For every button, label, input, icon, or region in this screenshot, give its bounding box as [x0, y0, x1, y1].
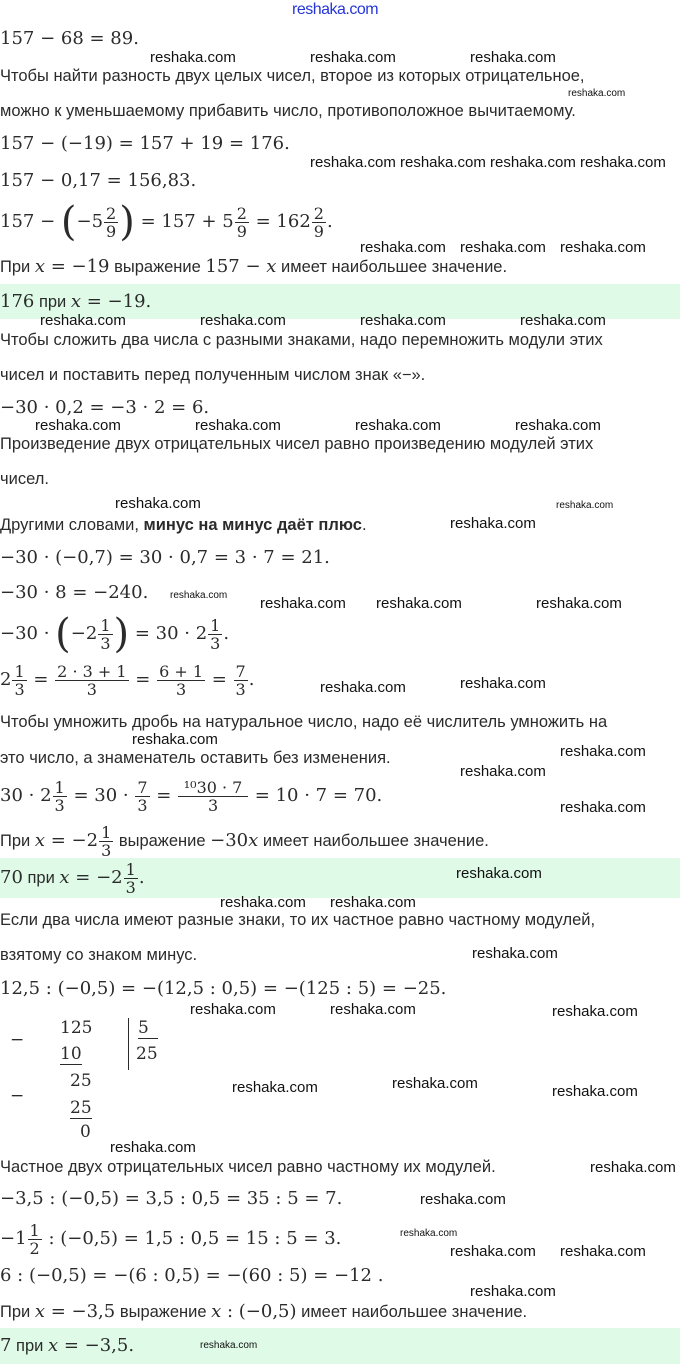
text: имеет наибольшее значение.: [258, 832, 489, 850]
answer: [0, 1335, 134, 1357]
fraction: [135, 779, 149, 814]
denominator: 3: [100, 633, 111, 653]
equation: 12,5 : (−0,5) = −(12,5 : 0,5) = −(125 : 5) = −25.: [0, 978, 447, 999]
numerator: 1: [54, 777, 65, 797]
numerator: 2: [106, 203, 117, 223]
watermark: reshaka.com: [460, 763, 546, 780]
minus-sign: −: [10, 1030, 25, 1050]
equation: [0, 660, 254, 700]
watermark: reshaka.com: [460, 675, 546, 692]
watermark: reshaka.com: [170, 590, 228, 601]
var: x: [266, 256, 277, 277]
watermark: reshaka.com: [376, 595, 462, 612]
watermark: reshaka.com: [115, 495, 201, 512]
watermark: reshaka.com: [260, 595, 346, 612]
denominator: 3: [86, 679, 97, 699]
math: = −3,5.: [58, 1335, 135, 1356]
quotient: 25: [136, 1044, 158, 1064]
minus-sign: −: [10, 1086, 25, 1106]
text: при: [22, 869, 60, 887]
watermark: reshaka.com: [195, 417, 281, 434]
numerator: 1: [101, 823, 112, 843]
denominator: 3: [210, 633, 221, 653]
watermark: reshaka.com: [556, 500, 614, 511]
denominator: 9: [106, 221, 117, 241]
text: выражение: [114, 832, 211, 850]
var: x: [34, 256, 45, 277]
eq-part: = 30 · 2: [129, 623, 208, 644]
text: выражение: [115, 1303, 212, 1321]
denominator: 3: [235, 679, 246, 699]
text: выражение: [109, 258, 206, 276]
eq-part: = 10 · 7 = 70.: [249, 785, 383, 806]
text: имеет наибольшее значение.: [276, 258, 508, 276]
var: x: [59, 867, 70, 888]
eq-part: −2: [70, 623, 98, 644]
numerator: 1: [14, 661, 25, 681]
fraction: [157, 663, 205, 698]
fraction: [208, 617, 222, 652]
eq-part: = 162: [249, 211, 311, 232]
rule-text: Чтобы умножить дробь на натуральное число, надо её числитель умножить на: [0, 713, 608, 731]
eq-part: .: [248, 669, 255, 690]
denominator: 3: [125, 878, 136, 898]
equation: [0, 1219, 341, 1259]
math: 157 −: [205, 256, 267, 277]
equation: −30 · 0,2 = −3 · 2 = 6.: [0, 397, 210, 418]
text: Другими словами,: [0, 516, 144, 534]
watermark: reshaka.com: [450, 515, 536, 532]
text: при: [34, 293, 71, 311]
watermark: reshaka.com: [110, 1139, 196, 1156]
watermark: reshaka.com: [472, 945, 558, 962]
dividend: 125: [60, 1018, 93, 1038]
watermark: reshaka.com: [310, 154, 396, 171]
watermark: reshaka.com: [200, 312, 286, 329]
watermark: reshaka.com: [132, 731, 218, 748]
numerator: 6 + 1: [159, 661, 204, 681]
numerator: 2: [236, 203, 247, 223]
watermark: reshaka.com: [360, 239, 446, 256]
watermark: reshaka.com: [232, 1079, 318, 1096]
rule-text: это число, а знаменатель оставить без изменения.: [0, 749, 391, 767]
watermark: reshaka.com: [355, 417, 441, 434]
watermark: reshaka.com: [536, 595, 622, 612]
fraction: [55, 663, 128, 698]
watermark: reshaka.com: [470, 49, 556, 66]
denominator: 9: [313, 221, 324, 241]
numerator: 1: [100, 615, 111, 635]
fraction: [234, 663, 248, 698]
watermark: reshaka.com: [560, 799, 646, 816]
text: При: [0, 1303, 35, 1321]
rule-text: Частное двух отрицательных чисел равно частному их модулей.: [0, 1158, 496, 1176]
rule-text: Чтобы найти разность двух целых чисел, второе из которых отрицательное,: [0, 67, 585, 85]
math: = −2: [69, 867, 123, 888]
numerator: 7: [235, 661, 246, 681]
math: = −19: [45, 256, 110, 277]
var: x: [47, 1335, 59, 1356]
math: .: [138, 867, 145, 888]
watermark: reshaka.com: [310, 49, 396, 66]
eq-part: = 30 ·: [67, 785, 135, 806]
eq-part: =: [27, 669, 55, 690]
math: 70: [0, 867, 23, 888]
eq-part: 2: [0, 669, 12, 690]
division-bar: [128, 1018, 129, 1070]
denominator: 3: [137, 795, 148, 815]
watermark: reshaka.com: [320, 679, 406, 696]
text: при: [11, 1337, 48, 1355]
fraction: [124, 861, 138, 896]
rule-text: Чтобы сложить два числа с разными знаками, надо перемножить модули этих: [0, 331, 603, 349]
watermark: reshaka.com: [552, 1083, 638, 1100]
equation: [0, 776, 382, 816]
watermark: reshaka.com: [590, 1159, 676, 1176]
math: = −19.: [81, 291, 152, 312]
equation: [0, 612, 229, 656]
eq-part: 30 · 2: [0, 785, 52, 806]
conclusion-text: [0, 1301, 527, 1323]
remainder: 0: [80, 1122, 91, 1142]
paren: ): [113, 611, 130, 657]
subtrahend: 25: [70, 1098, 92, 1118]
watermark: reshaka.com: [515, 417, 601, 434]
eq-part: −5: [76, 211, 104, 232]
watermark: reshaka.com: [330, 1001, 416, 1018]
denominator: 3: [14, 679, 25, 699]
rule-text: можно к уменьшаемому прибавить число, противоположное вычитаемому.: [0, 102, 576, 120]
eq-part: =: [129, 669, 157, 690]
watermark: reshaka.com: [40, 312, 126, 329]
fraction: [53, 779, 67, 814]
eq-part: −30 ·: [0, 623, 56, 644]
rule-text: Если два числа имеют разные знаки, то их частное равно частному модулей,: [0, 911, 596, 929]
rule-text: чисел и поставить перед полученным числом знак «−».: [0, 366, 426, 384]
numerator: 1: [210, 615, 221, 635]
fraction: [235, 205, 249, 240]
fraction: [28, 1222, 42, 1257]
equation: −30 · 8 = −240.: [0, 582, 149, 603]
watermark: reshaka.com: [220, 894, 306, 911]
numerator: 1: [29, 1220, 40, 1240]
numerator: 7: [137, 777, 148, 797]
watermark: reshaka.com: [392, 1075, 478, 1092]
paren: (: [55, 611, 71, 657]
watermark: reshaka.com: [450, 1243, 536, 1260]
watermark: reshaka.com: [560, 239, 646, 256]
watermark: reshaka.com: [470, 1283, 556, 1300]
fraction: [99, 824, 113, 859]
numerator: 2 · 3 + 1: [57, 661, 127, 681]
answer: [0, 291, 151, 313]
eq-part: = 157 + 5: [134, 211, 234, 232]
math: −30: [210, 830, 249, 851]
subtrahend: 10: [60, 1044, 82, 1064]
equation: 157 − 68 = 89.: [0, 28, 139, 49]
watermark: reshaka.com: [560, 743, 646, 760]
eq-part: =: [150, 785, 178, 806]
equation: 157 − 0,17 = 156,83.: [0, 170, 197, 191]
var: x: [211, 1301, 222, 1322]
var: x: [34, 830, 45, 851]
text: При: [0, 258, 35, 276]
watermark: reshaka.com: [150, 49, 236, 66]
emphasis: минус на минус даёт плюс: [143, 516, 362, 534]
math: = −2: [45, 830, 99, 851]
watermark: reshaka.com: [568, 88, 626, 99]
text: имеет наибольшее значение.: [296, 1303, 528, 1321]
conclusion-text: [0, 256, 507, 278]
fraction: [178, 779, 248, 814]
eq-part: .: [223, 623, 230, 644]
paren: ): [119, 199, 135, 245]
equation: 157 − (−19) = 157 + 19 = 176.: [0, 133, 290, 154]
denominator: 2: [29, 1238, 40, 1258]
fraction: [98, 617, 112, 652]
fraction: [312, 205, 326, 240]
math: 176: [0, 291, 35, 312]
watermark: reshaka.com: [35, 417, 121, 434]
text: При: [0, 832, 35, 850]
var: x: [70, 291, 82, 312]
equation: [0, 200, 333, 244]
math: : (−0,5): [221, 1301, 297, 1322]
denominator: 3: [207, 795, 219, 815]
equation: 6 : (−0,5) = −(6 : 0,5) = −(60 : 5) = −12 .: [0, 1265, 384, 1286]
watermark: reshaka.com: [190, 1001, 276, 1018]
fraction: [104, 205, 118, 240]
eq-part: −1: [0, 1228, 27, 1249]
numerator: 1: [125, 860, 136, 880]
denominator: 3: [54, 795, 65, 815]
rule-text: Произведение двух отрицательных чисел равно произведению модулей этих: [0, 435, 594, 453]
remainder: 25: [70, 1071, 92, 1091]
watermark: reshaka.com: [456, 865, 542, 882]
watermark: reshaka.com: [200, 1340, 258, 1351]
math: = −3,5: [45, 1301, 116, 1322]
eq-part: =: [206, 669, 233, 690]
answer: [0, 860, 145, 896]
watermark: reshaka.com: [520, 312, 606, 329]
var: x: [248, 830, 259, 851]
denominator: 9: [236, 221, 247, 241]
divisor: 5: [138, 1018, 158, 1039]
conclusion-text: [0, 823, 489, 859]
rule-text: [0, 514, 367, 536]
watermark: reshaka.com: [330, 894, 416, 911]
equation: −3,5 : (−0,5) = 3,5 : 0,5 = 35 : 5 = 7.: [0, 1188, 343, 1209]
math: 7: [0, 1335, 12, 1356]
paren: (: [60, 199, 77, 245]
eq-part: 157 −: [0, 211, 61, 232]
watermark: reshaka.com: [460, 239, 546, 256]
eq-part: .: [326, 211, 333, 232]
equation: −30 · (−0,7) = 30 · 0,7 = 3 · 7 = 21.: [0, 547, 330, 568]
watermark: reshaka.com: [552, 1003, 638, 1020]
eq-part: : (−0,5) = 1,5 : 0,5 = 15 : 5 = 3.: [42, 1228, 342, 1249]
watermark: reshaka.com: [580, 154, 666, 171]
watermark: reshaka.com: [400, 1228, 458, 1239]
watermark: reshaka.com: [292, 1, 379, 18]
denominator: 3: [175, 679, 187, 699]
watermark: reshaka.com: [400, 154, 486, 171]
watermark: reshaka.com: [420, 1191, 506, 1208]
fraction: [12, 663, 26, 698]
rule-text: взятому со знаком минус.: [0, 946, 198, 964]
numerator: 2: [313, 203, 324, 223]
denominator: 3: [101, 841, 112, 861]
var: x: [34, 1301, 45, 1322]
watermark: reshaka.com: [560, 1243, 646, 1260]
watermark: reshaka.com: [490, 154, 576, 171]
watermark: reshaka.com: [360, 312, 446, 329]
numerator: ¹⁰30 · 7: [178, 779, 248, 797]
rule-text: чисел.: [0, 470, 49, 488]
text: .: [361, 516, 367, 534]
